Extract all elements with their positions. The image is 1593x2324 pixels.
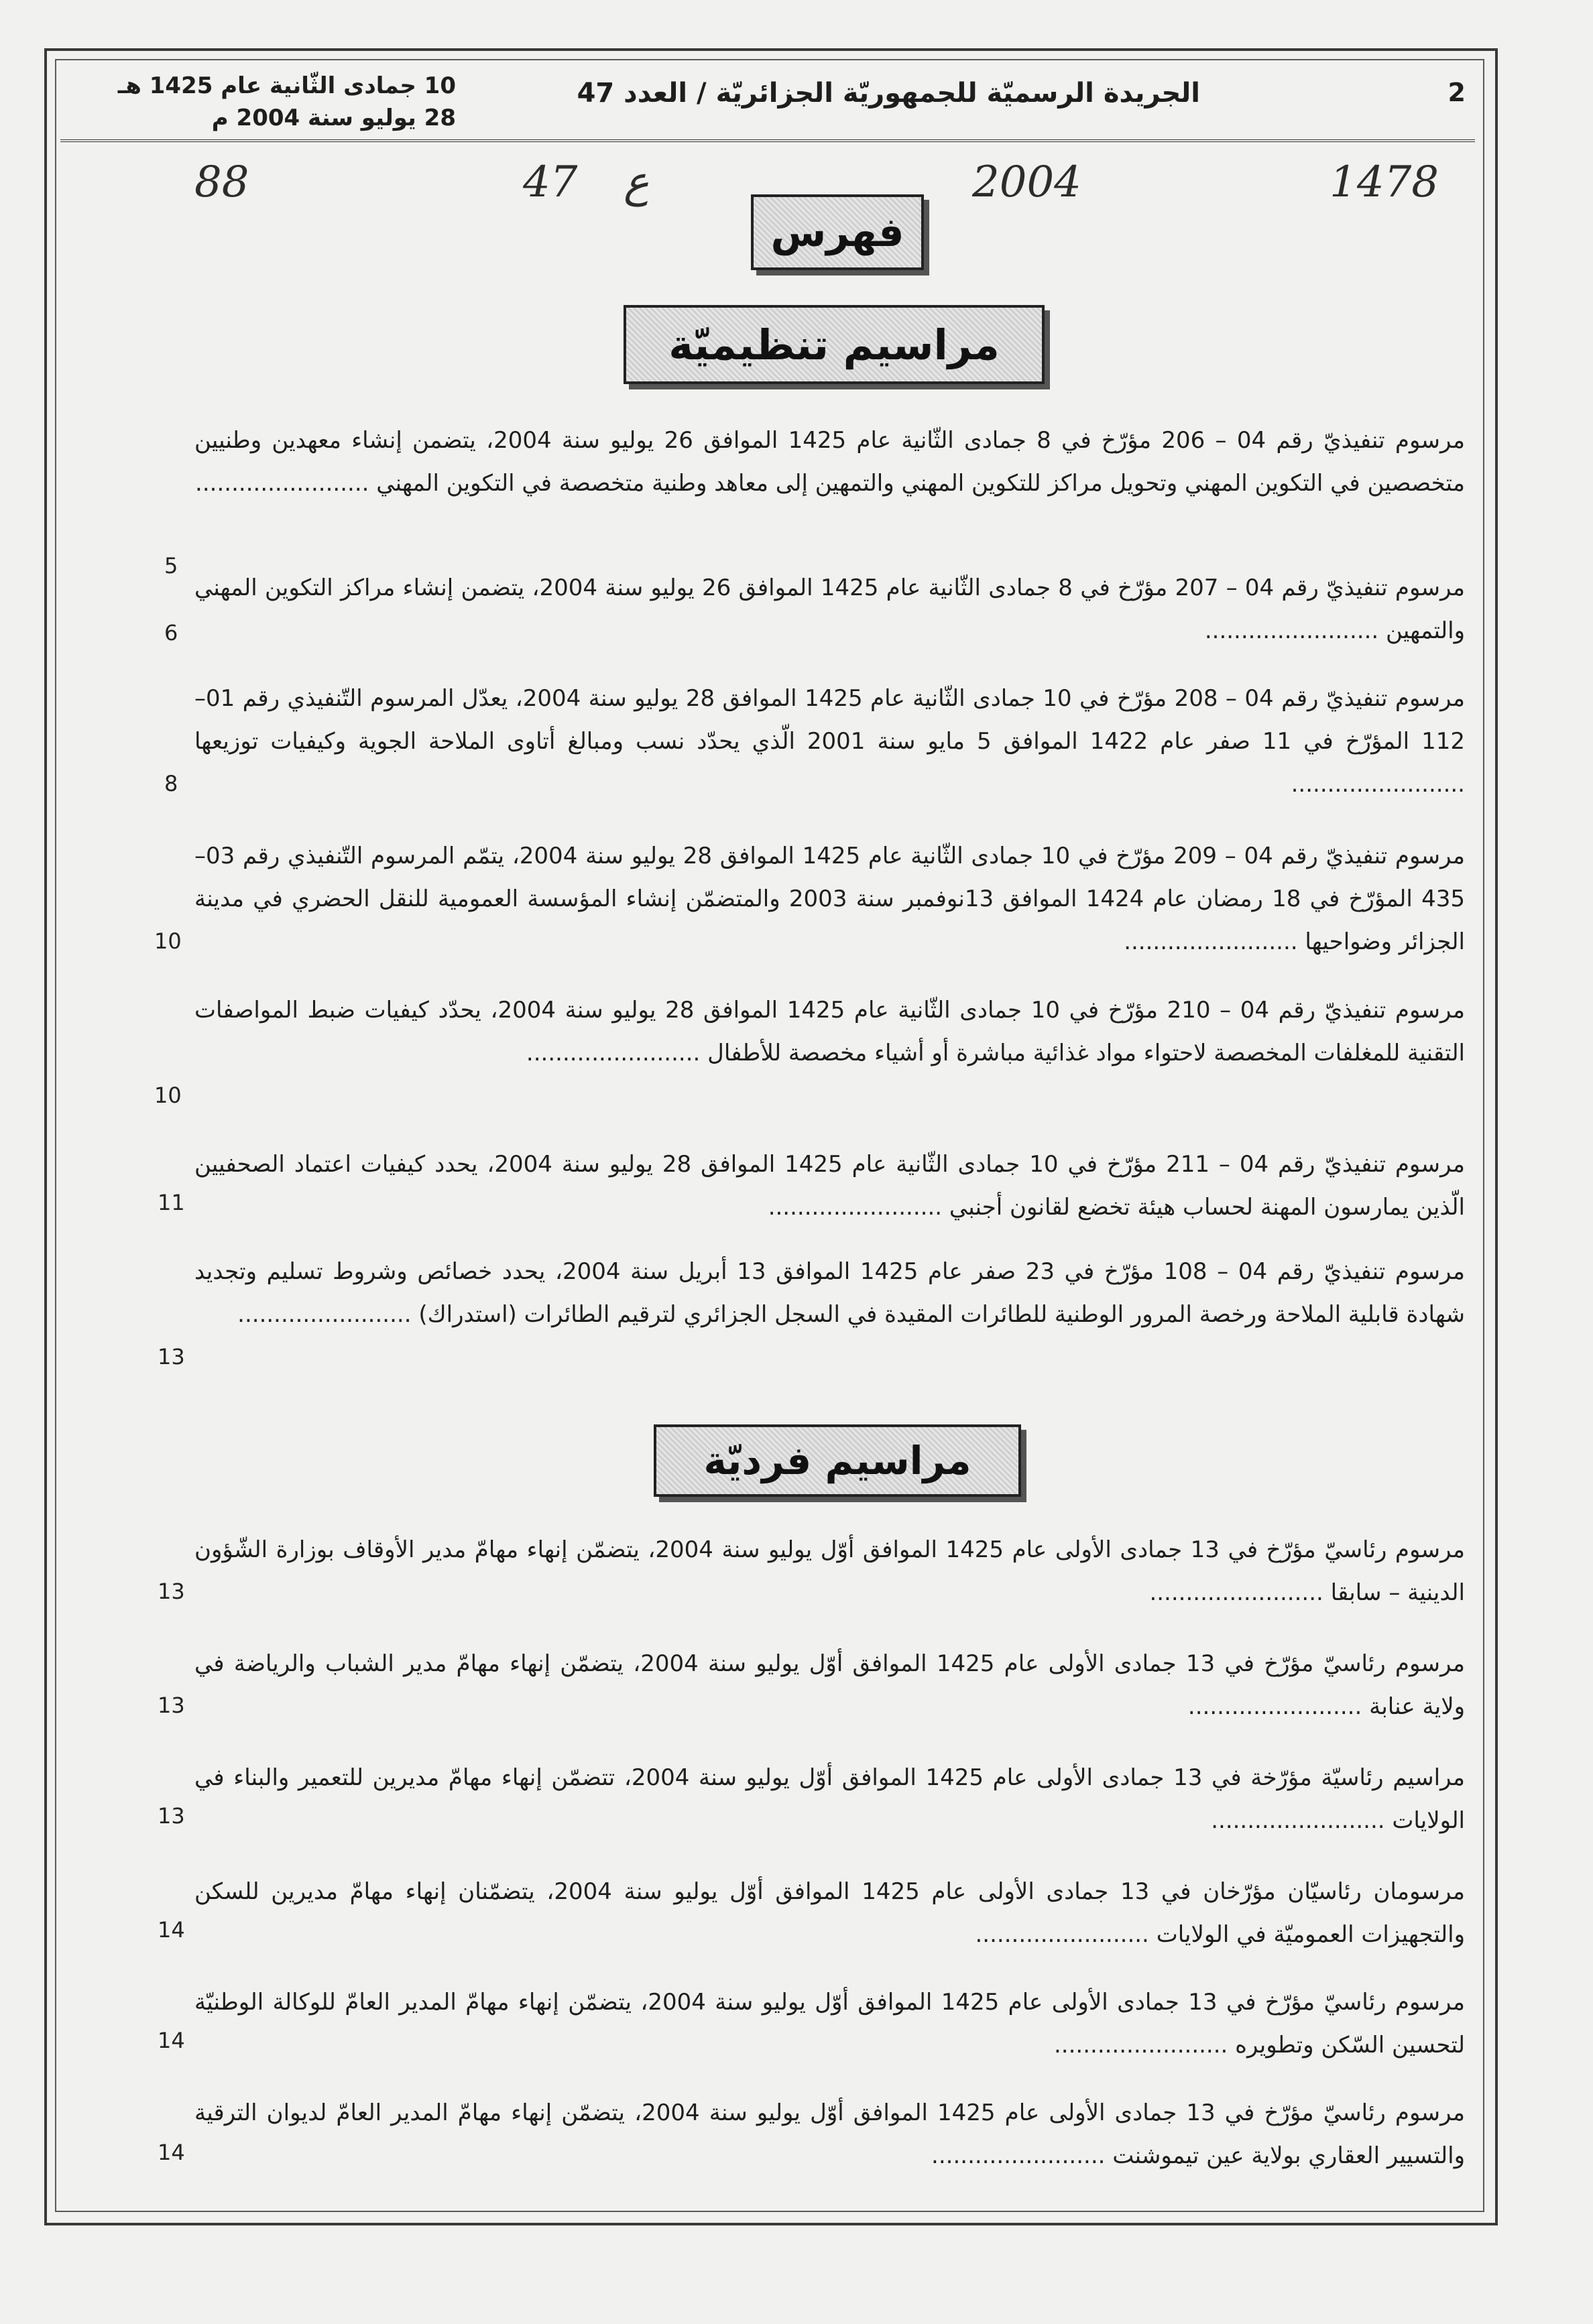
toc-entry: مرسوم تنفيذيّ رقم 04 – 108 مؤرّخ في 23 صفر عام 1425 الموافق 13 أبريل سنة 2004، يحدد خصائص وشروط تسليم وتجديد شهادة قابلية الملاحة ورخصة المرور الوطنية للطائرات المقيدة في السجل الجزائري لترقيم الطائرات (استدراك) ........................	[194, 1258, 1466, 1328]
toc-page-number: 5	[164, 553, 178, 578]
toc-page-number: 10	[154, 928, 182, 954]
page-number: 2	[1448, 78, 1466, 107]
handwritten-note-4: 47	[523, 158, 578, 207]
issue-date	[80, 70, 456, 134]
toc-entry: مرسومان رئاسيّان مؤرّخان في 13 جمادى الأولى عام 1425 الموافق أوّل يوليو سنة 2004، يتضمّنان إنهاء مهامّ مديرين للسكن والتجهيزات العموميّة في الولايات ........................	[194, 1878, 1466, 1948]
toc-entry: مراسيم رئاسيّة مؤرّخة في 13 جمادى الأولى عام 1425 الموافق أوّل يوليو سنة 2004، تتضمّن إنهاء مهامّ مديرين للتعمير والبناء في الولايات ........................	[194, 1764, 1466, 1834]
toc-page-number: 6	[164, 620, 178, 646]
toc-entry: مرسوم تنفيذيّ رقم 04 – 206 مؤرّخ في 8 جمادى الثّانية عام 1425 الموافق 26 يوليو سنة 2004، يتضمن إنشاء معهدين وطنيين متخصصين في التكوين المهني وتحويل مراكز للتكوين المهني والتمهين إلى معاهد وطنية متخصصة في التكوين المهني ........................	[194, 427, 1465, 497]
toc-page-number: 13	[158, 1803, 185, 1829]
toc-page-number: 8	[164, 771, 178, 796]
date-gregorian: 28 يوليو سنة 2004 م	[211, 105, 456, 131]
toc-page-number: 14	[158, 2140, 185, 2165]
toc-page-number: 13	[158, 1344, 185, 1369]
toc-entry: مرسوم تنفيذيّ رقم 04 – 207 مؤرّخ في 8 جمادى الثّانية عام 1425 الموافق 26 يوليو سنة 2004، يتضمن إنشاء مراكز التكوين المهني والتمهين ........................	[194, 574, 1465, 644]
section-title-individual: مراسيم فرديّة	[654, 1424, 1021, 1497]
page-header	[60, 64, 1475, 142]
toc-entry: مرسوم تنفيذيّ رقم 04 – 211 مؤرّخ في 10 جمادى الثّانية عام 1425 الموافق 28 يوليو سنة 2004، يحدد كيفيات اعتماد الصحفيين الّذين يمارسون المهنة لحساب هيئة تخضع لقانون أجنبي ........................	[194, 1151, 1465, 1221]
handwritten-note-3: ع	[624, 158, 650, 207]
toc-page-number: 14	[158, 1917, 185, 1943]
toc-entry: مرسوم رئاسيّ مؤرّخ في 13 جمادى الأولى عام 1425 الموافق أوّل يوليو سنة 2004، يتضمّن إنهاء مهامّ مدير الأوقاف بوزارة الشّؤون الدينية – سابقا ........................	[194, 1536, 1466, 1606]
toc-page-number: 11	[158, 1190, 185, 1215]
toc-page-number: 14	[158, 2028, 185, 2053]
handwritten-note-5: 88	[194, 158, 249, 207]
toc-entry: مرسوم رئاسيّ مؤرّخ في 13 جمادى الأولى عام 1425 الموافق أوّل يوليو سنة 2004، يتضمّن إنهاء مهامّ مدير الشباب والرياضة في ولاية عنابة ........................	[194, 1650, 1466, 1720]
toc-entry: مرسوم رئاسيّ مؤرّخ في 13 جمادى الأولى عام 1425 الموافق أوّل يوليو سنة 2004، يتضمّن إنهاء مهامّ المدير العامّ للوكالة الوطنيّة لتحسين السّكن وتطويره ........................	[194, 1989, 1466, 2059]
toc-page-number: 10	[154, 1083, 182, 1108]
toc-entry: مرسوم تنفيذيّ رقم 04 – 210 مؤرّخ في 10 جمادى الثّانية عام 1425 الموافق 28 يوليو سنة 2004، يحدّد كيفيات ضبط المواصفات التقنية للمغلفات المخصصة لاحتواء مواد غذائية مباشرة أو أشياء مخصصة للأطفال ........................	[194, 997, 1465, 1066]
section-title-regulatory: مراسيم تنظيميّة	[624, 305, 1045, 384]
toc-entry: مرسوم تنفيذيّ رقم 04 – 209 مؤرّخ في 10 جمادى الثّانية عام 1425 الموافق 28 يوليو سنة 2004، يتمّم المرسوم التّنفيذي رقم 03–435 المؤرّخ في 18 رمضان عام 1424 الموافق 13نوفمبر سنة 2003 والمتضمّن إنشاء المؤسسة العمومية للنقل الحضري في مدينة الجزائر وضواحيها ........................	[194, 843, 1466, 955]
toc-page-number: 13	[158, 1579, 185, 1604]
handwritten-note-1: 1478	[1330, 158, 1439, 207]
date-hijri: 10 جمادى الثّانية عام 1425 هـ	[117, 72, 456, 99]
index-title: فهرس	[751, 194, 924, 270]
toc-entry: مرسوم تنفيذيّ رقم 04 – 208 مؤرّخ في 10 جمادى الثّانية عام 1425 الموافق 28 يوليو سنة 2004، يعدّل المرسوم التّنفيذي رقم 01–112 المؤرّخ في 11 صفر عام 1422 الموافق 5 مايو سنة 2001 الّذي يحدّد نسب ومبالغ أتاوى الملاحة الجوية وكيفيات توزيعها ........................	[194, 685, 1466, 798]
journal-title: الجريدة الرسميّة للجمهوريّة الجزائريّة / العدد 47	[577, 78, 1200, 109]
toc-entry: مرسوم رئاسيّ مؤرّخ في 13 جمادى الأولى عام 1425 الموافق أوّل يوليو سنة 2004، يتضمّن إنهاء مهامّ المدير العامّ لديوان الترقية والتسيير العقاري بولاية عين تيموشنت ........................	[194, 2099, 1466, 2169]
toc-page-number: 13	[158, 1693, 185, 1718]
handwritten-note-2: 2004	[972, 158, 1081, 207]
